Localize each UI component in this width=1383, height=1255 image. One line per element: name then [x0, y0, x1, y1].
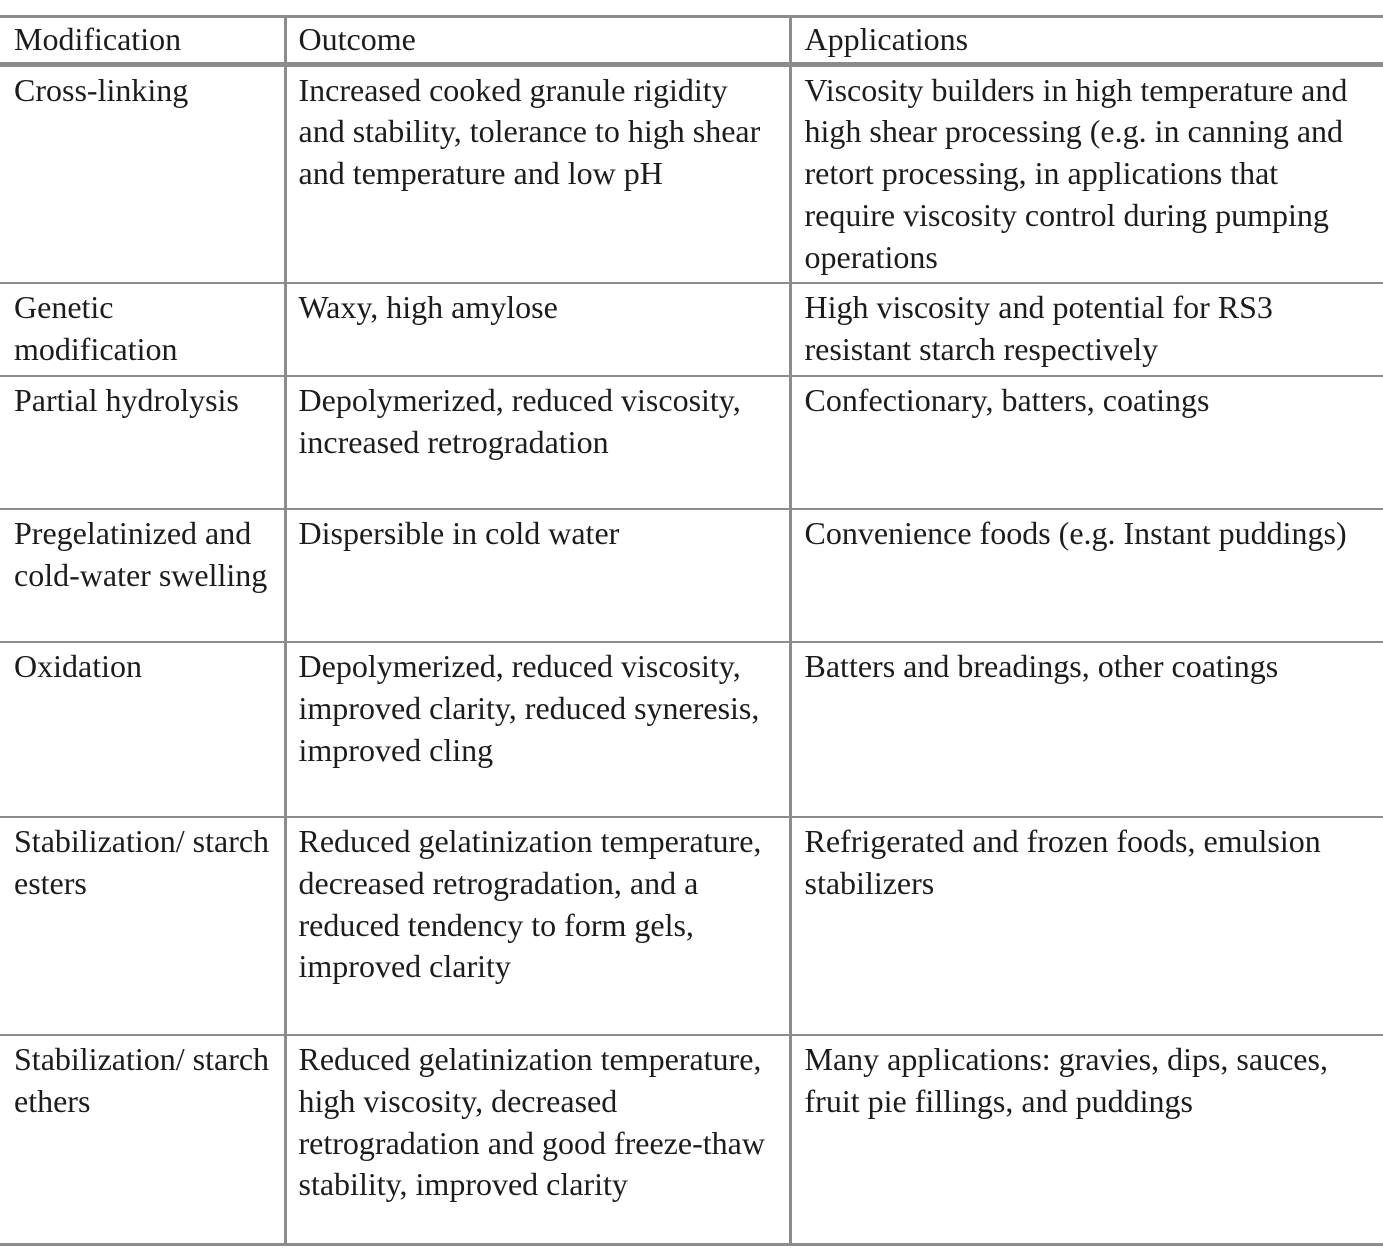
table-row — [0, 283, 1383, 376]
cell-modification: Genetic modification — [0, 283, 285, 376]
starch-modification-table — [0, 15, 1383, 1246]
table-row — [0, 817, 1383, 1035]
header-outcome: Outcome — [285, 17, 790, 65]
cell-modification: Oxidation — [0, 642, 285, 817]
table-row — [0, 509, 1383, 642]
cell-applications: Many applications: gravies, dips, sauces, fruit pie fillings, and puddings — [790, 1035, 1383, 1245]
cell-outcome: Dispersible in cold water — [285, 509, 790, 642]
table-row — [0, 1035, 1383, 1245]
cell-outcome: Waxy, high amylose — [285, 283, 790, 376]
cell-modification: Partial hydrolysis — [0, 376, 285, 509]
header-applications: Applications — [790, 17, 1383, 65]
cell-applications: Viscosity builders in high temperature and high shear processing (e.g. in canning and retort processing, in applications that require viscosity control during pumping operations — [790, 64, 1383, 283]
cell-applications: Convenience foods (e.g. Instant puddings) — [790, 509, 1383, 642]
cell-outcome: Depolymerized, reduced viscosity, increased retrogradation — [285, 376, 790, 509]
header-modification: Modification — [0, 17, 285, 65]
table-row — [0, 376, 1383, 509]
cell-outcome: Reduced gelatinization temperature, high viscosity, decreased retrogradation and good freeze-thaw stability, improved clarity — [285, 1035, 790, 1245]
cell-modification: Pregelatinized and cold-water swelling — [0, 509, 285, 642]
cell-applications: High viscosity and potential for RS3 resistant starch respectively — [790, 283, 1383, 376]
cell-outcome: Reduced gelatinization temperature, decreased retrogradation, and a reduced tendency to form gels, improved clarity — [285, 817, 790, 1035]
cell-applications: Confectionary, batters, coatings — [790, 376, 1383, 509]
table-row — [0, 642, 1383, 817]
cell-modification: Stabilization/ starch esters — [0, 817, 285, 1035]
table-row — [0, 64, 1383, 283]
cell-applications: Refrigerated and frozen foods, emulsion stabilizers — [790, 817, 1383, 1035]
cell-outcome: Increased cooked granule rigidity and stability, tolerance to high shear and temperature and low pH — [285, 64, 790, 283]
cell-modification: Cross-linking — [0, 64, 285, 283]
header-row — [0, 17, 1383, 65]
cell-applications: Batters and breadings, other coatings — [790, 642, 1383, 817]
cell-modification: Stabilization/ starch ethers — [0, 1035, 285, 1245]
cell-outcome: Depolymerized, reduced viscosity, improved clarity, reduced syneresis, improved cling — [285, 642, 790, 817]
